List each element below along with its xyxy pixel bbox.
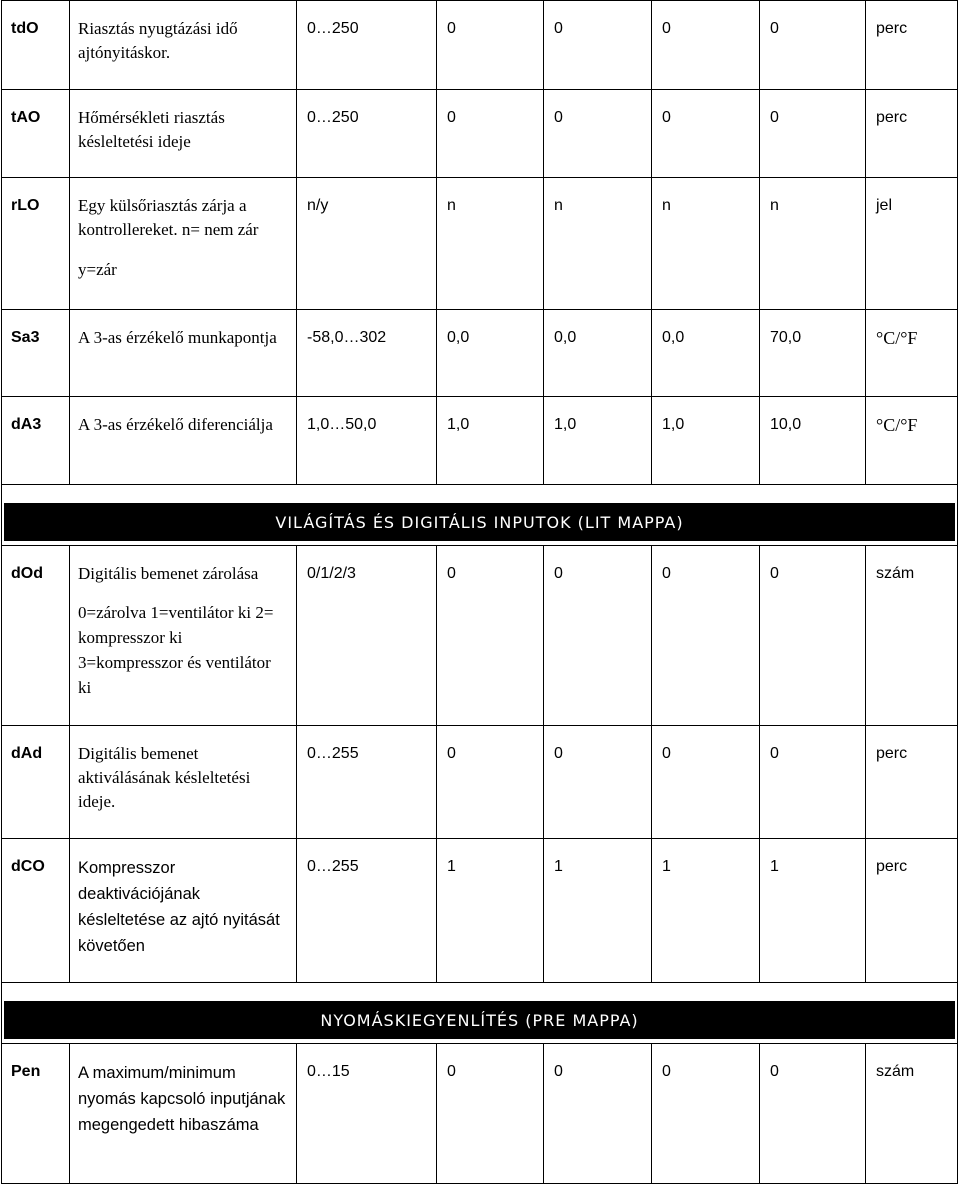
param-value-1: 0 (437, 726, 544, 839)
param-value-2: 0 (544, 1, 652, 90)
param-unit: perc (866, 839, 958, 983)
param-unit: °C/°F (866, 310, 958, 397)
param-code: tdO (2, 1, 70, 90)
section-header-pre: NYOMÁSKIEGYENLÍTÉS (PRE MAPPA) (4, 1001, 955, 1039)
param-value-4: 0 (760, 1, 866, 90)
param-value-1: 0,0 (437, 310, 544, 397)
param-value-4: 0 (760, 1044, 866, 1184)
param-code: tAO (2, 90, 70, 178)
table-row (2, 397, 958, 485)
param-description (70, 178, 297, 310)
param-value-4: 0 (760, 546, 866, 726)
param-value-2: 1 (544, 839, 652, 983)
section-cell (2, 485, 958, 546)
param-description: A 3-as érzékelő diferenciálja (70, 397, 297, 485)
param-unit: jel (866, 178, 958, 310)
param-value-4: 0 (760, 90, 866, 178)
param-range: 0…255 (297, 839, 437, 983)
param-value-1: 1 (437, 839, 544, 983)
section-row (2, 983, 958, 1044)
param-value-3: 0 (652, 90, 760, 178)
param-value-4: 0 (760, 726, 866, 839)
param-code: dOd (2, 546, 70, 726)
param-range: 0…250 (297, 1, 437, 90)
param-range: 0/1/2/3 (297, 546, 437, 726)
param-range: n/y (297, 178, 437, 310)
param-description-main: Egy külsőriasztás zárja a kontrollereket. n= nem zár (78, 196, 259, 239)
param-description: Riasztás nyugtázási idő ajtónyitáskor. (70, 1, 297, 90)
param-value-4: 10,0 (760, 397, 866, 485)
param-description: Kompresszor deaktivációjának késleltetése az ajtó nyitását követően (70, 839, 297, 983)
param-value-1: 0 (437, 1, 544, 90)
param-range: 0…250 (297, 90, 437, 178)
param-unit: szám (866, 546, 958, 726)
param-range: -58,0…302 (297, 310, 437, 397)
param-value-3: 1 (652, 839, 760, 983)
param-description (70, 546, 297, 726)
param-value-3: 0 (652, 546, 760, 726)
param-description: Hőmérsékleti riasztás késleltetési ideje (70, 90, 297, 178)
param-value-2: 0 (544, 546, 652, 726)
table-row (2, 1, 958, 90)
param-value-3: 0 (652, 1, 760, 90)
param-value-2: 0,0 (544, 310, 652, 397)
param-description: A 3-as érzékelő munkapontja (70, 310, 297, 397)
param-value-1: 0 (437, 546, 544, 726)
table-row (2, 1044, 958, 1184)
param-description-extra: 0=zárolva 1=ventilátor ki 2= kompresszor ki 3=kompresszor és ventilátor ki (78, 603, 274, 697)
param-value-1: 0 (437, 1044, 544, 1184)
param-unit: °C/°F (866, 397, 958, 485)
param-code: Pen (2, 1044, 70, 1184)
param-code: dCO (2, 839, 70, 983)
table-row (2, 546, 958, 726)
param-code: dA3 (2, 397, 70, 485)
table-row (2, 726, 958, 839)
param-code: Sa3 (2, 310, 70, 397)
param-value-2: 0 (544, 726, 652, 839)
param-unit: perc (866, 90, 958, 178)
param-unit: szám (866, 1044, 958, 1184)
param-value-4: 70,0 (760, 310, 866, 397)
table-row (2, 90, 958, 178)
param-value-4: n (760, 178, 866, 310)
param-value-3: 0 (652, 726, 760, 839)
param-value-3: 0,0 (652, 310, 760, 397)
param-code: rLO (2, 178, 70, 310)
section-cell (2, 983, 958, 1044)
table-row (2, 839, 958, 983)
param-range: 1,0…50,0 (297, 397, 437, 485)
param-code: dAd (2, 726, 70, 839)
param-value-2: 0 (544, 1044, 652, 1184)
parameter-table (1, 0, 958, 1184)
param-description: A maximum/minimum nyomás kapcsoló inputjának megengedett hibaszáma (70, 1044, 297, 1184)
param-value-2: n (544, 178, 652, 310)
param-description: Digitális bemenet aktiválásának késleltetési ideje. (70, 726, 297, 839)
param-value-3: 1,0 (652, 397, 760, 485)
table-row (2, 310, 958, 397)
param-unit: perc (866, 1, 958, 90)
param-description-extra: y=zár (78, 260, 117, 279)
section-header-lit: VILÁGÍTÁS ÉS DIGITÁLIS INPUTOK (LIT MAPPA) (4, 503, 955, 541)
param-range: 0…255 (297, 726, 437, 839)
param-value-3: n (652, 178, 760, 310)
section-row (2, 485, 958, 546)
param-value-1: 0 (437, 90, 544, 178)
param-range: 0…15 (297, 1044, 437, 1184)
param-value-1: n (437, 178, 544, 310)
param-value-3: 0 (652, 1044, 760, 1184)
param-value-1: 1,0 (437, 397, 544, 485)
param-description-main: Digitális bemenet zárolása (78, 564, 259, 583)
param-value-4: 1 (760, 839, 866, 983)
param-value-2: 1,0 (544, 397, 652, 485)
param-unit: perc (866, 726, 958, 839)
table-row (2, 178, 958, 310)
param-value-2: 0 (544, 90, 652, 178)
